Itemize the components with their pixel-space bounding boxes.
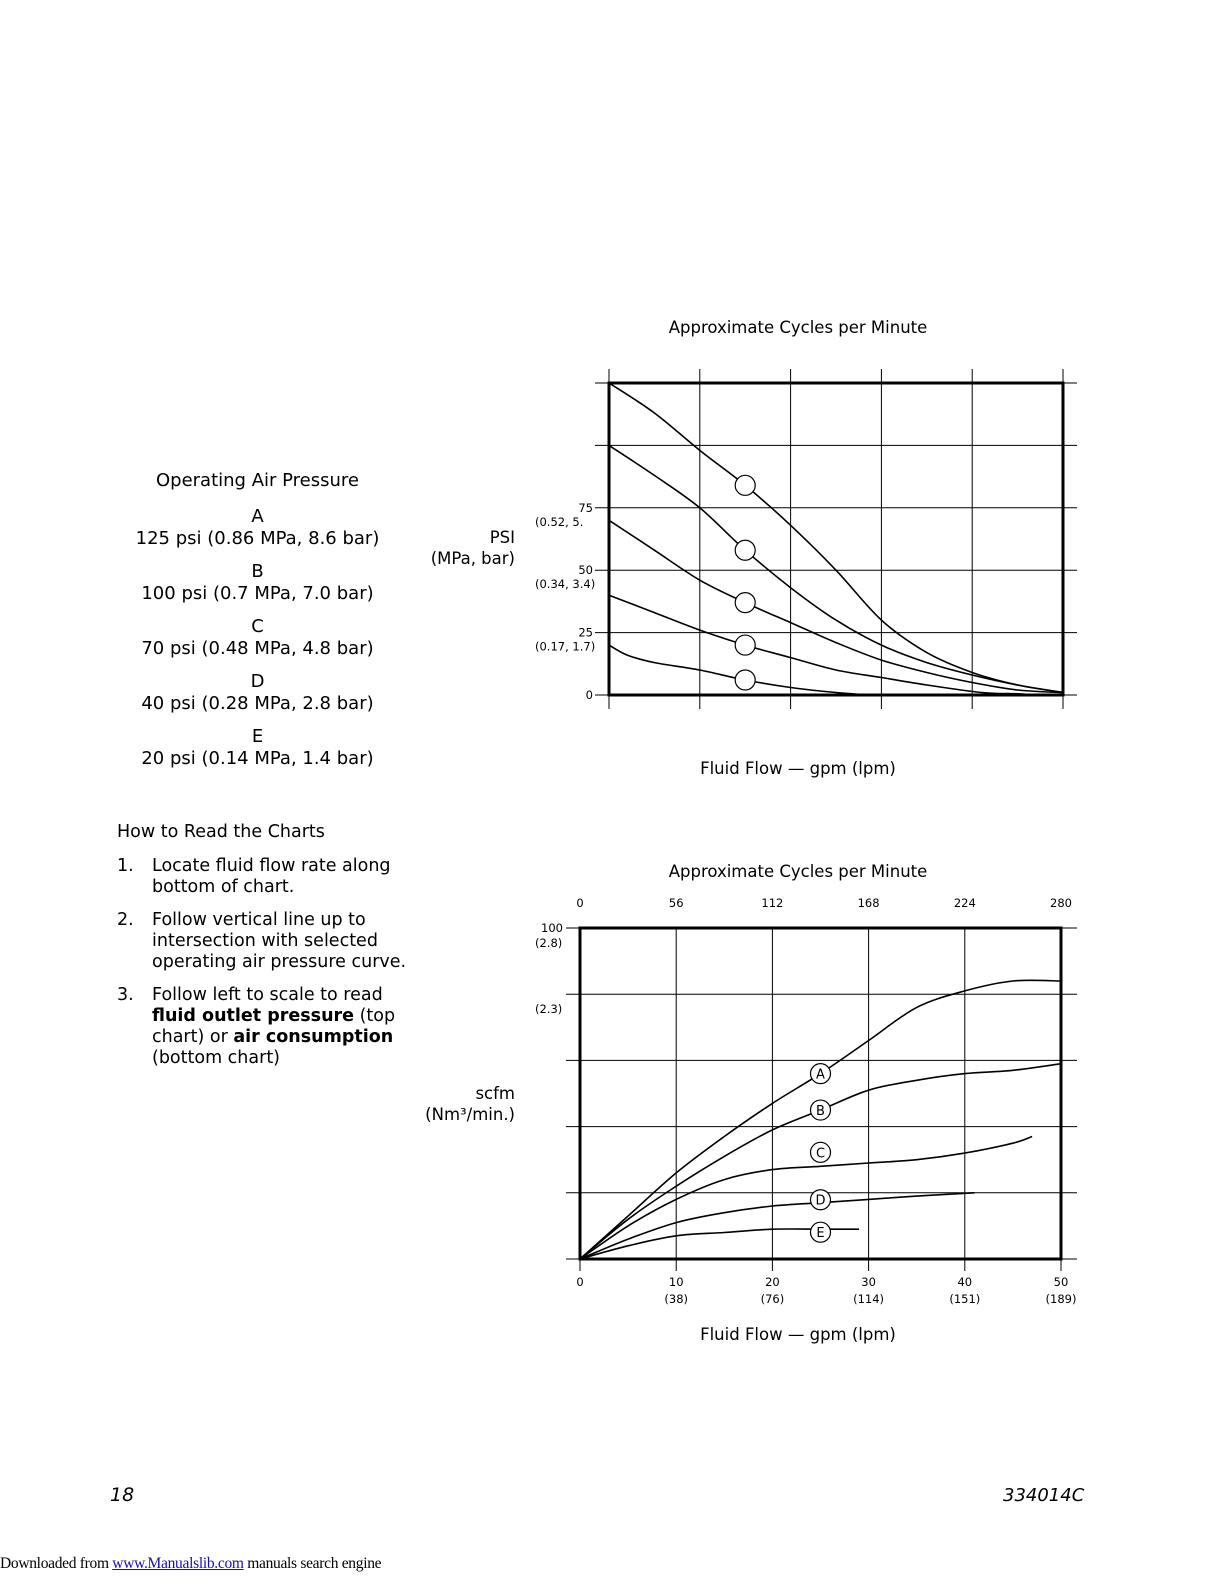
doc-number: 334014C bbox=[1003, 1485, 1085, 1506]
chart1-ylabel-line2: (MPa, bar) bbox=[430, 549, 515, 568]
legend-desc: 20 psi (0.14 MPa, 1.4 bar) bbox=[141, 748, 374, 769]
chart2-marker-label-c: C bbox=[815, 1146, 826, 1162]
legend-desc: 125 psi (0.86 MPa, 8.6 bar) bbox=[135, 528, 380, 549]
chart2-xlabel: Fluid Flow — gpm (lpm) bbox=[700, 1325, 896, 1344]
chart2-ytick-label: 100 bbox=[541, 921, 563, 935]
step-number: 3. bbox=[117, 985, 134, 1005]
chart2-xtick-sublabel: (76) bbox=[760, 1292, 785, 1306]
step-text: Locate fluid flow rate along bottom of chart. bbox=[152, 856, 391, 897]
chart2-top-tick-label: 112 bbox=[761, 896, 784, 910]
chart2-xtick-label: 20 bbox=[765, 1275, 780, 1289]
chart1-ytick-label: 25 bbox=[578, 625, 593, 640]
step-number: 1. bbox=[117, 856, 134, 876]
chart2-xtick-sublabel: (38) bbox=[664, 1292, 689, 1306]
step-bold-term: air consumption bbox=[233, 1027, 394, 1047]
chart1-ytick-label: 50 bbox=[578, 563, 593, 578]
chart1-marker-c bbox=[735, 593, 755, 613]
chart2-top-tick-label: 0 bbox=[576, 896, 584, 910]
chart1-marker-b bbox=[735, 540, 755, 560]
chart1-series-b bbox=[609, 445, 1063, 692]
chart2-top-tick-label: 168 bbox=[857, 896, 880, 910]
chart2-xtick-label: 30 bbox=[861, 1275, 876, 1289]
chart2-ylabel-line1: scfm bbox=[475, 1084, 515, 1103]
step-number: 2. bbox=[117, 910, 134, 930]
legend-letter: D bbox=[250, 671, 265, 692]
page-number: 18 bbox=[110, 1484, 135, 1506]
chart1-ytick-label: 75 bbox=[578, 500, 593, 515]
chart2-xtick-label: 50 bbox=[1053, 1275, 1069, 1289]
chart2-marker-label-b: B bbox=[816, 1104, 825, 1120]
legend-letter: A bbox=[251, 506, 264, 527]
chart2-top-tick-label: 56 bbox=[668, 896, 684, 910]
chart2-xtick-label: 10 bbox=[668, 1275, 684, 1289]
manualslib-link[interactable]: www.Manualslib.com bbox=[112, 1555, 244, 1572]
chart1-ytick-label: 0 bbox=[585, 688, 593, 702]
chart2-xtick-label: 0 bbox=[576, 1275, 584, 1289]
chart2-marker-label-e: E bbox=[816, 1226, 825, 1242]
step-text: (bottom chart) bbox=[152, 1048, 281, 1068]
step-text: Follow vertical line up to intersection with selected operating air pressure curve. bbox=[152, 910, 407, 972]
download-banner bbox=[0, 1555, 381, 1573]
download-prefix: Downloaded from bbox=[0, 1555, 113, 1572]
chart2-ytick-sublabel: (2.8) bbox=[535, 936, 563, 950]
chart2-marker-label-d: D bbox=[815, 1193, 826, 1209]
chart1-series-a bbox=[609, 383, 1063, 693]
chart2-ytick-sublabel: (2.3) bbox=[535, 1002, 563, 1017]
chart2-marker-label-a: A bbox=[816, 1067, 825, 1083]
chart1-marker-a bbox=[735, 475, 755, 495]
chart1-ytick-sublabel: (0.34, 3.4) bbox=[535, 577, 596, 592]
chart1-xlabel: Fluid Flow — gpm (lpm) bbox=[700, 759, 896, 778]
chart2-series-d bbox=[580, 1193, 974, 1259]
legend-letter: C bbox=[251, 616, 264, 637]
legend-letter: B bbox=[251, 561, 264, 582]
chart1-title: Approximate Cycles per Minute bbox=[668, 318, 928, 337]
legend-desc: 40 psi (0.28 MPa, 2.8 bar) bbox=[141, 693, 374, 714]
chart1-marker-d bbox=[735, 635, 755, 655]
legend-letter: E bbox=[251, 726, 264, 747]
download-suffix: manuals search engine bbox=[243, 1555, 382, 1572]
chart2-xtick-sublabel: (151) bbox=[949, 1292, 981, 1306]
step-text: (top chart) or bbox=[152, 1006, 396, 1047]
chart1-ytick-sublabel: (0.52, 5. bbox=[535, 514, 584, 529]
legend-title: Operating Air Pressure bbox=[155, 470, 359, 491]
chart2-ylabel-line2: (Nm³/min.) bbox=[425, 1105, 515, 1124]
legend-desc: 100 psi (0.7 MPa, 7.0 bar) bbox=[141, 583, 374, 604]
chart2-xtick-sublabel: (189) bbox=[1045, 1292, 1077, 1306]
step-bold-term: fluid outlet pressure bbox=[152, 1006, 355, 1026]
chart2-xtick-label: 40 bbox=[957, 1275, 973, 1289]
how-to-read-title: How to Read the Charts bbox=[117, 822, 325, 842]
chart2-top-tick-label: 280 bbox=[1050, 896, 1072, 910]
chart1-marker-e bbox=[735, 670, 755, 690]
chart2-top-tick-label: 224 bbox=[953, 896, 976, 910]
chart1-ytick-sublabel: (0.17, 1.7) bbox=[535, 639, 596, 654]
chart2-title: Approximate Cycles per Minute bbox=[668, 862, 928, 881]
legend-desc: 70 psi (0.48 MPa, 4.8 bar) bbox=[141, 638, 374, 659]
chart2-xtick-sublabel: (114) bbox=[853, 1292, 885, 1306]
chart1-ylabel-line1: PSI bbox=[489, 528, 515, 547]
step-text: Follow left to scale to read bbox=[152, 985, 383, 1005]
chart1-frame bbox=[609, 383, 1063, 695]
